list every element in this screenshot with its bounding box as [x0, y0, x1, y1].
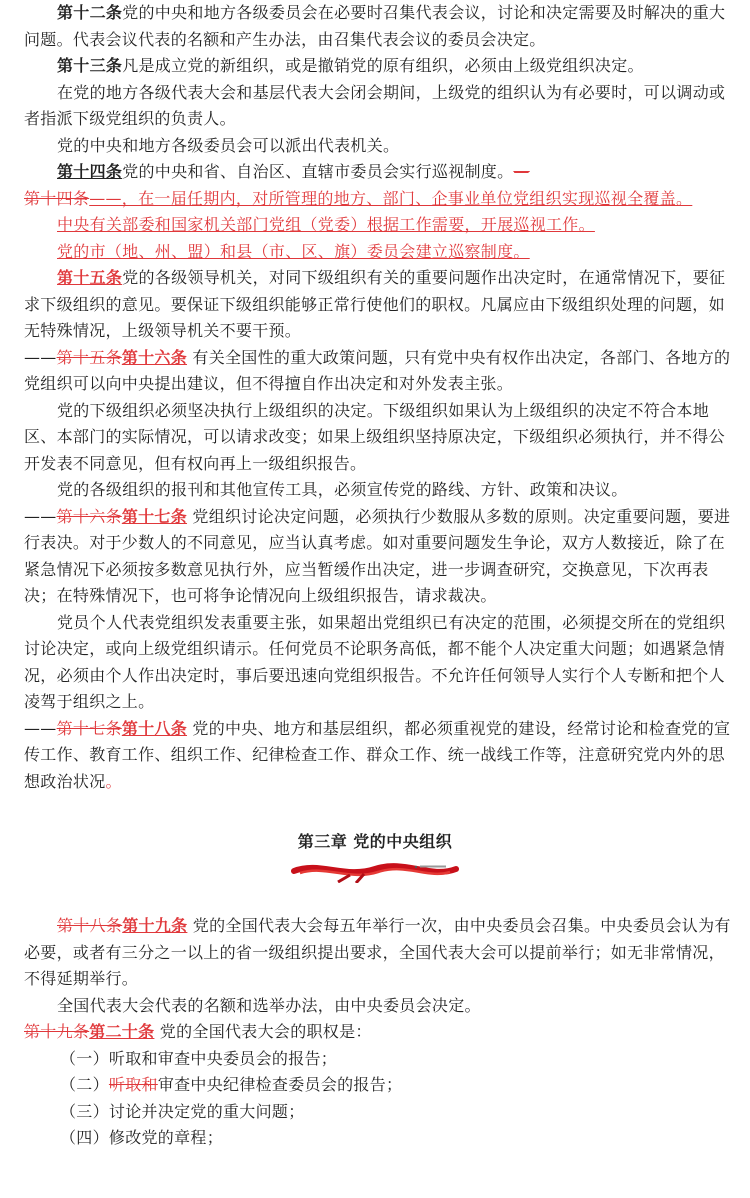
paragraph: 党的中央和地方各级委员会可以派出代表机关。 — [57, 135, 400, 155]
spacer — [0, 883, 750, 913]
article-number: 第十四条 — [57, 162, 123, 181]
inserted-article-number: 第十六条 — [121, 347, 188, 367]
inserted-paragraph — [0, 239, 750, 266]
deleted-text: 听取和 — [108, 1075, 158, 1094]
list-item: （三）讨论并决定党的重大问题； — [60, 1101, 305, 1121]
article-17 — [0, 504, 750, 610]
deleted-article-number: 第十八条 — [57, 916, 123, 935]
article-12 — [0, 0, 750, 53]
paragraph: 全国代表大会代表的名额和选举办法，由中央委员会决定。 — [57, 995, 481, 1015]
article-number: 第十五条 — [57, 268, 123, 287]
dash-mark: —— — [24, 718, 57, 738]
article-13 — [0, 53, 750, 80]
article-14 — [0, 159, 750, 186]
inserted-text: ——，在一届任期内，对所管理的地方、部门、企事业单位党组织实现巡视全覆盖。 — [89, 188, 693, 208]
dash-mark: —— — [24, 506, 57, 526]
article-text: 党组织讨论决定问题，必须执行少数服从多数的原则。决定重要问题，要进行表决。对于少数人的不同意见，应当认真考虑。如对重要问题发生争论，双方人数接近，除了在紧急情况下必须按多数意见执行外，应当暂缓作出决定，进一步调查研究，交换意见，下次再表决；在特殊情况下，也可将争论情况向上级组织报告，请求裁决。 — [24, 506, 731, 605]
deleted-article-number: 第十九条 — [24, 1022, 90, 1041]
inserted-article-number: 第十七条 — [121, 506, 188, 526]
deleted-article-number: 第十六条 — [56, 506, 122, 526]
article-text: 党的中央、地方和基层组织，都必须重视党的建设，经常讨论和检查党的宣传工作、教育工作、组织工作、纪律检查工作、群众工作、统一战线工作等，注意研究党内外的思想政治状况 — [24, 718, 731, 791]
article-text: 党的中央和省、自治区、直辖市委员会实行巡视制度。 — [122, 162, 514, 181]
dash-mark: —— — [24, 347, 57, 367]
article-15 — [0, 265, 750, 345]
red-ribbon-decoration — [290, 857, 460, 883]
inserted-text: 中央有关部委和国家机关部门党组（党委）根据工作需要，开展巡视工作。 — [57, 215, 595, 234]
inserted-text: 党的市（地、州、盟）和县（市、区、旗）委员会建立巡察制度。 — [57, 241, 530, 261]
article-18 — [0, 716, 750, 796]
spacer — [0, 795, 750, 829]
list-item — [0, 1072, 750, 1099]
article-text: 党的全国代表大会每五年举行一次，由中央委员会召集。中央委员会认为有必要，或者有三分之一以上的省一级组织提出要求，全国代表大会可以提前举行；如无非常情况，不得延期举行。 — [24, 916, 731, 988]
inserted-article-number: 第二十条 — [89, 1022, 155, 1041]
paragraph: 在党的地方各级代表大会和基层代表大会闭会期间，上级党的组织认为有必要时，可以调动或者指派下级党组织的负责人。 — [24, 82, 726, 128]
article-19 — [0, 913, 750, 993]
article-text: 凡是成立党的新组织，或是撤销党的原有组织，必须由上级党组织决定。 — [122, 56, 644, 75]
deleted-article-number: 第十五条 — [56, 347, 122, 367]
article-text: 有关全国性的重大政策问题，只有党中央有权作出决定，各部门、各地方的党组织可以向中央提出建议，但不得擅自作出决定和对外发表主张。 — [24, 347, 731, 393]
article-20 — [0, 1019, 750, 1046]
paragraph: 党的各级组织的报刊和其他宣传工具，必须宣传党的路线、方针、政策和决议。 — [57, 480, 628, 499]
chapter-title: 第三章 党的中央组织 — [297, 832, 453, 851]
paragraph: 党员个人代表党组织发表重要主张，如果超出党组织已有决定的范围，必须提交所在的党组织讨论决定，或向上级党组织请示。任何党员不论职务高低，都不能个人决定重大问题；如遇紧急情况，必须由个人作出决定时，事后要迅速向党组织报告。不允许任何领导人实行个人专断和把个人凌驾于组织之上。 — [24, 612, 726, 711]
inserted-paragraph — [0, 212, 750, 239]
inserted-article-number: 第十九条 — [122, 916, 188, 935]
paragraph: 党的下级组织必须坚决执行上级组织的决定。下级组织如果认为上级组织的决定不符合本地区、本部门的实际情况，可以请求改变；如果上级组织坚持原决定，下级组织必须执行，并不得公开发表不同意见，但有权向再上一级组织报告。 — [24, 400, 725, 473]
article-text: 党的各级领导机关，对同下级组织有关的重要问题作出决定时，在通常情况下，要征求下级组织的意见。要保证下级组织能够正常行使他们的职权。凡属应由下级组织处理的问题，如无特殊情况，上级领导机关不要干预。 — [24, 268, 726, 340]
inserted-article-number: 第十八条 — [121, 718, 188, 738]
deleted-text: 第十四条 — [24, 188, 90, 208]
article-text: 党的全国代表大会的职权是： — [159, 1022, 372, 1041]
inserted-punctuation: 。 — [105, 771, 122, 791]
article-number: 第十二条 — [57, 3, 123, 22]
article-text: 党的中央和地方各级委员会在必要时召集代表会议，讨论和决定需要及时解决的重大问题。代表会议代表的名额和产生办法，由召集代表会议的委员会决定。 — [24, 3, 726, 49]
deleted-mark: — — [513, 162, 530, 181]
list-marker: （二） — [60, 1075, 109, 1094]
article-number: 第十三条 — [57, 56, 123, 75]
list-item: （一）听取和审查中央委员会的报告； — [60, 1048, 338, 1068]
article-16 — [0, 345, 750, 398]
list-text: 审查中央纪律检查委员会的报告； — [157, 1075, 403, 1094]
list-item: （四）修改党的章程； — [60, 1128, 224, 1147]
deleted-article-number: 第十七条 — [56, 718, 122, 738]
article-14-revision — [0, 186, 750, 213]
chapter-header — [0, 829, 750, 883]
